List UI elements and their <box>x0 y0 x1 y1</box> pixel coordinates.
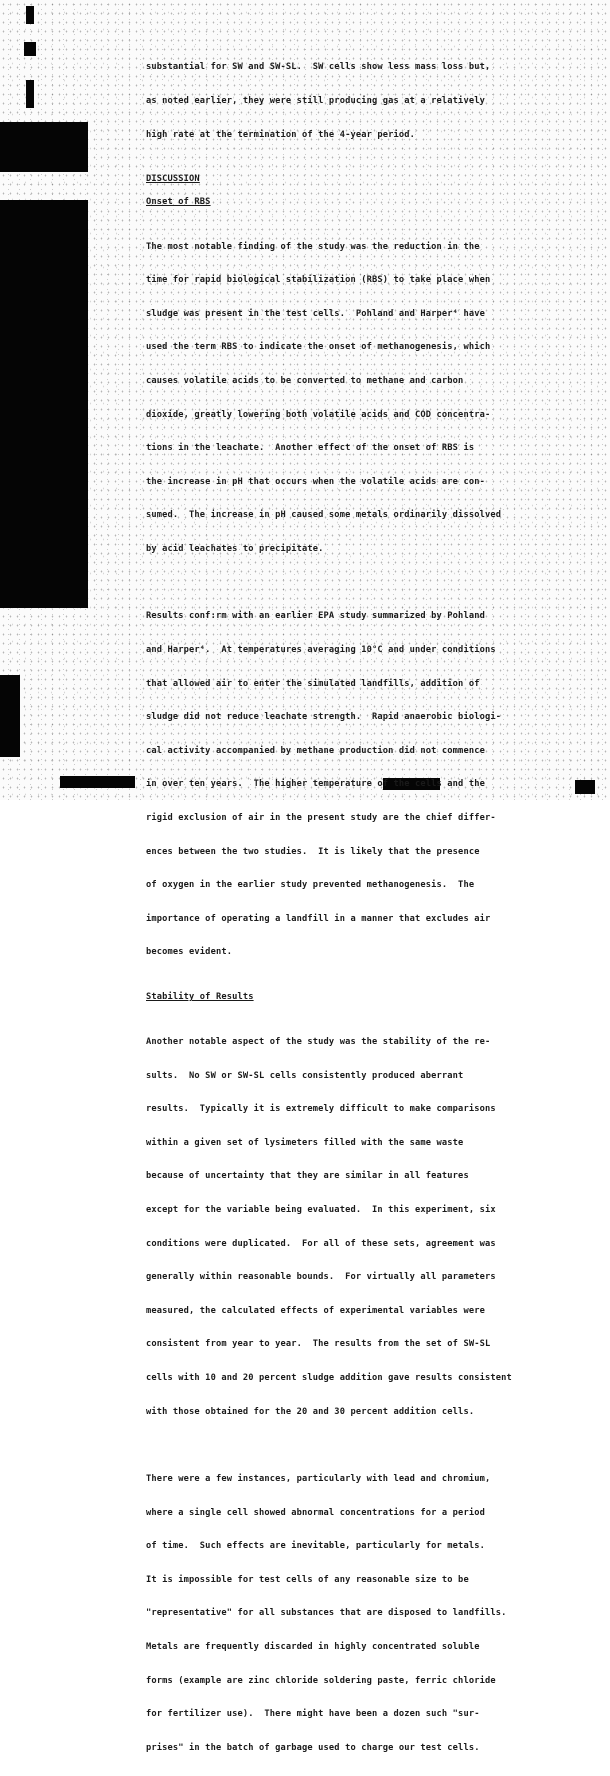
text-line: high rate at the termination of the 4-year period. <box>146 129 416 140</box>
text-line: by acid leachates to precipitate. <box>146 544 324 555</box>
text-line: sults. No SW or SW-SL cells consistently produced aberrant <box>146 1070 464 1081</box>
section-heading: DISCUSSION <box>146 174 200 185</box>
subsection-heading-onset-of-rbs: Onset of RBS <box>146 196 211 207</box>
text-line: prises" in the batch of garbage used to charge our test cells. <box>146 1742 480 1753</box>
text-line: with those obtained for the 20 and 30 percent addition cells. <box>146 1406 475 1417</box>
document-body <box>146 40 546 1776</box>
text-line: cells with 10 and 20 percent sludge addition gave results consistent <box>146 1373 512 1384</box>
scan-edge-black-band <box>0 675 20 757</box>
text-line: of oxygen in the earlier study prevented methanogenesis. The <box>146 880 475 891</box>
text-line: cal activity accompanied by methane production did not commence <box>146 745 485 756</box>
text-line: within a given set of lysimeters filled with the same waste <box>146 1137 464 1148</box>
text-line: and Harper⁴. At temperatures averaging 10°C and under conditions <box>146 644 496 655</box>
continuation-paragraph <box>146 40 546 163</box>
paragraph <box>146 1451 546 1776</box>
text-line: conditions were duplicated. For all of these sets, agreement was <box>146 1238 496 1249</box>
scan-edge-black-band <box>0 200 88 608</box>
text-line: importance of operating a landfill in a manner that excludes air <box>146 913 491 924</box>
scan-edge-mark <box>575 780 595 794</box>
paragraph <box>146 219 546 578</box>
text-line: used the term RBS to indicate the onset of methanogenesis, which <box>146 342 491 353</box>
scan-edge-mark <box>60 776 135 788</box>
scan-edge-mark <box>24 42 36 56</box>
text-line: Another notable aspect of the study was the stability of the re- <box>146 1036 491 1047</box>
subsection-heading-stability-of-results: Stability of Results <box>146 992 254 1003</box>
text-line: the increase in pH that occurs when the volatile acids are con- <box>146 476 485 487</box>
text-line: of time. Such effects are inevitable, particularly for metals. <box>146 1541 485 1552</box>
text-line: measured, the calculated effects of experimental variables were <box>146 1305 485 1316</box>
paragraph <box>146 589 546 981</box>
text-line: generally within reasonable bounds. For virtually all parameters <box>146 1272 496 1283</box>
text-line: It is impossible for test cells of any reasonable size to be <box>146 1574 469 1585</box>
text-line: as noted earlier, they were still producing gas at a relatively <box>146 96 485 107</box>
text-line: becomes evident. <box>146 947 233 958</box>
text-line: The most notable finding of the study was the reduction in the <box>146 241 480 252</box>
text-line: results. Typically it is extremely difficult to make comparisons <box>146 1104 496 1115</box>
text-line: for fertilizer use). There might have been a dozen such "sur- <box>146 1709 480 1720</box>
text-line: consistent from year to year. The results from the set of SW-SL <box>146 1339 491 1350</box>
text-line: causes volatile acids to be converted to methane and carbon <box>146 376 464 387</box>
text-line: "representative" for all substances that are disposed to landfills. <box>146 1608 507 1619</box>
text-line: time for rapid biological stabilization (RBS) to take place when <box>146 275 491 286</box>
text-line: tions in the leachate. Another effect of the onset of RBS is <box>146 443 475 454</box>
text-line: sludge did not reduce leachate strength. Rapid anaerobic biologi- <box>146 712 502 723</box>
text-line: sludge was present in the test cells. Pohland and Harper⁴ have <box>146 308 485 319</box>
text-line: except for the variable being evaluated. In this experiment, six <box>146 1205 496 1216</box>
text-line: because of uncertainty that they are similar in all features <box>146 1171 469 1182</box>
scan-edge-mark <box>26 6 34 24</box>
text-line: rigid exclusion of air in the present study are the chief differ- <box>146 812 496 823</box>
text-line: dioxide, greatly lowering both volatile acids and COD concentra- <box>146 409 491 420</box>
scan-edge-black-band <box>0 122 88 172</box>
text-line: in over ten years. The higher temperature of the cells and the <box>146 779 485 790</box>
text-line: There were a few instances, particularly with lead and chromium, <box>146 1473 491 1484</box>
text-line: forms (example are zinc chloride soldering paste, ferric chloride <box>146 1675 496 1686</box>
text-line: where a single cell showed abnormal concentrations for a period <box>146 1507 485 1518</box>
text-line: Metals are frequently discarded in highly concentrated soluble <box>146 1641 480 1652</box>
scan-edge-mark <box>26 80 34 108</box>
text-line: that allowed air to enter the simulated landfills, addition of <box>146 678 480 689</box>
text-line: substantial for SW and SW-SL. SW cells show less mass loss but, <box>146 62 491 73</box>
paragraph <box>146 1015 546 1441</box>
text-line: sumed. The increase in pH caused some metals ordinarily dissolved <box>146 510 502 521</box>
text-line: Results conf:rm with an earlier EPA study summarized by Pohland <box>146 611 485 622</box>
text-line: ences between the two studies. It is likely that the presence <box>146 846 480 857</box>
